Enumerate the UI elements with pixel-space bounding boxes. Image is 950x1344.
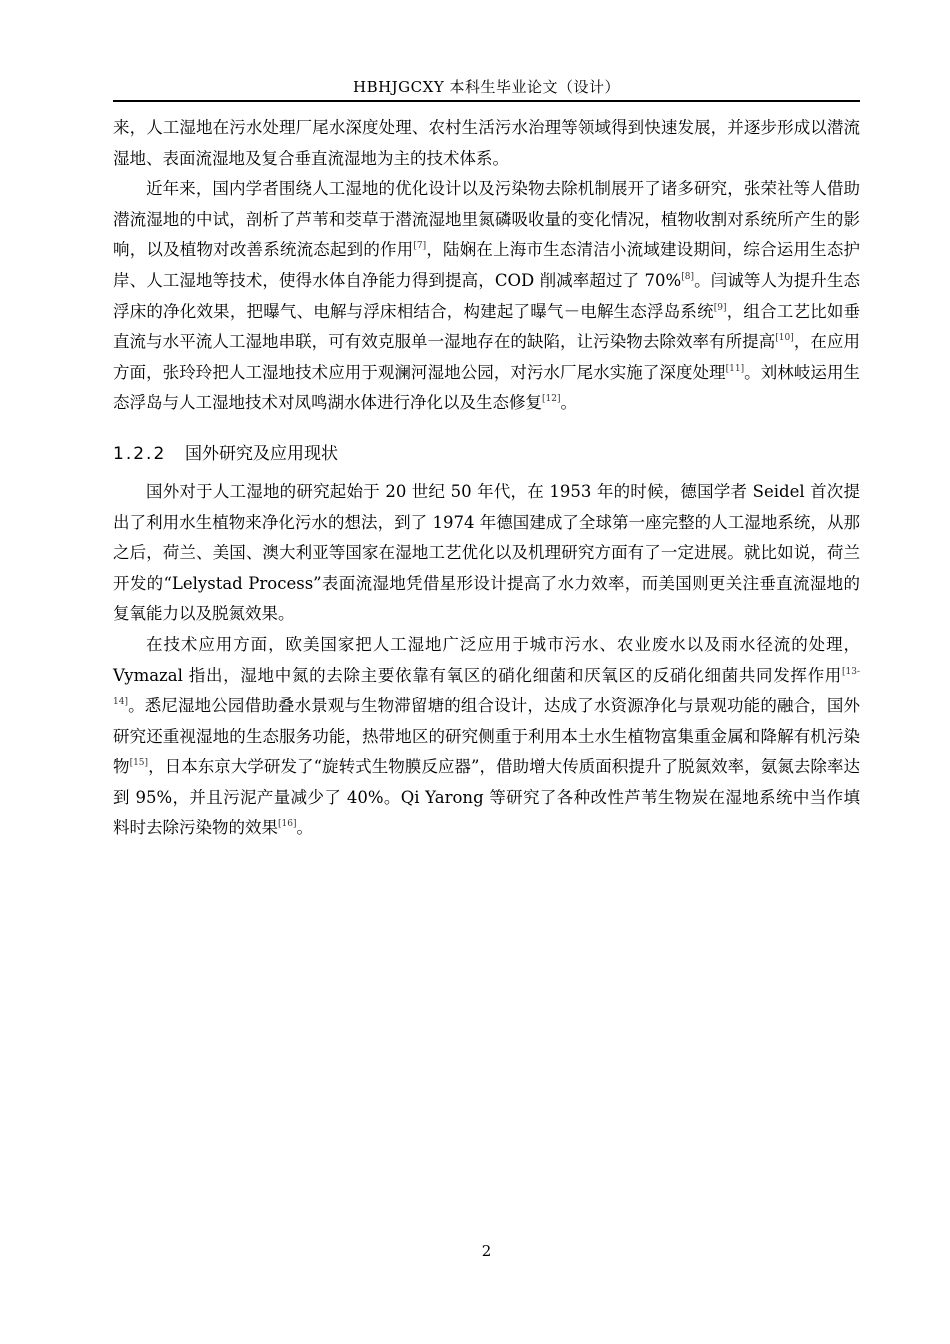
citation-ref: [11]: [725, 363, 745, 374]
paragraph-text: 国外对于人工湿地的研究起始于 20 世纪 50 年代，在 1953 年的时候，德国学者 Seidel 首次提出了利用水生植物来净化污水的想法，到了 1974 年德国建成了全球第一座完整的人工湿地系统，从那之后，荷兰、美国、澳大利亚等国家在湿地工艺优化以及机理研究方面有了一定进展。就比如说，荷兰开发的“Lelystad Process”表面流湿地凭借星形设计提高了水力效率，而美国则更关注垂直流湿地的复氧能力以及脱氮效果。: [113, 481, 860, 624]
paragraph-text: 来，人工湿地在污水处理厂尾水深度处理、农村生活污水治理等领域得到快速发展，并逐步形成以潜流湿地、表面流湿地及复合垂直流湿地为主的技术体系。: [113, 118, 860, 168]
document-body: [113, 113, 860, 844]
citation-ref: [7]: [413, 241, 427, 252]
citation-ref: [8]: [681, 271, 694, 282]
paragraph-text: 。: [560, 393, 577, 413]
citation-ref: [16]: [278, 819, 297, 830]
page-number: 2: [481, 1242, 492, 1260]
section-title: 国外研究及应用现状: [185, 443, 338, 464]
citation-ref: [10]: [775, 333, 794, 344]
paragraph-text: 在技术应用方面，欧美国家把人工湿地广泛应用于城市污水、农业废水以及雨水径流的处理，Vymazal 指出，湿地中氮的去除主要依靠有氧区的硝化细菌和厌氧区的反硝化细菌共同发挥作用: [113, 634, 860, 685]
body-paragraph: [113, 174, 860, 419]
section-number: 1.2.2: [113, 443, 167, 464]
citation-ref: [12]: [542, 394, 561, 405]
citation-ref: [9]: [713, 302, 727, 313]
section-heading: [113, 439, 860, 469]
paragraph-text: ，在应用方面，张玲玲把人工湿地技术应用于观澜河湿地公园，对污水厂尾水实施了深度处理: [113, 332, 861, 382]
body-paragraph: [113, 630, 860, 844]
body-paragraph: [113, 113, 860, 174]
citation-ref: [13-14]: [113, 666, 860, 708]
header-divider: [113, 100, 860, 102]
paragraph-text: ，陆娴在上海市生态清洁小流域建设期间，综合运用生态护岸、人工湿地等技术，使得水体自净能力得到提高，COD 削减率超过了 70%: [113, 240, 860, 290]
citation-ref: [15]: [129, 758, 149, 769]
paragraph-text: 近年来，国内学者围绕人工湿地的优化设计以及污染物去除机制展开了诸多研究，张荣社等人借助潜流湿地的中试，剖析了芦苇和茭草于潜流湿地里氮磷吸收量的变化情况，植物收割对系统所产生的影响，以及植物对改善系统流态起到的作用: [113, 179, 860, 260]
paragraph-text: 。闫诚等人为提升生态浮床的净化效果，把曝气、电解与浮床相结合，构建起了曝气－电解生态浮岛系统: [113, 270, 861, 321]
body-paragraph: [113, 477, 860, 630]
paragraph-text: ，组合工艺比如垂直流与水平流人工湿地串联，可有效克服单一湿地存在的缺陷，让污染物去除效率有所提高: [113, 301, 860, 352]
paragraph-text: 。刘林岐运用生态浮岛与人工湿地技术对凤鸣湖水体进行净化以及生态修复: [113, 362, 861, 413]
paragraph-text: 。: [296, 818, 313, 838]
paragraph-text: 。悉尼湿地公园借助叠水景观与生物滞留塘的组合设计，达成了水资源净化与景观功能的融合，国外研究还重视湿地的生态服务功能，热带地区的研究侧重于利用本土水生植物富集重金属和降解有机污染物: [113, 696, 860, 777]
paragraph-text: ，日本东京大学研发了“旋转式生物膜反应器”，借助增大传质面积提升了脱氮效率，氨氮去除率达到 95%，并且污泥产量减少了 40%。Qi Yarong 等研究了各种改性芦苇生物炭在湿地系统中当作填料时去除污染物的效果: [113, 757, 861, 838]
page-header: HBHJGCXY 本科生毕业论文（设计）: [352, 78, 620, 96]
